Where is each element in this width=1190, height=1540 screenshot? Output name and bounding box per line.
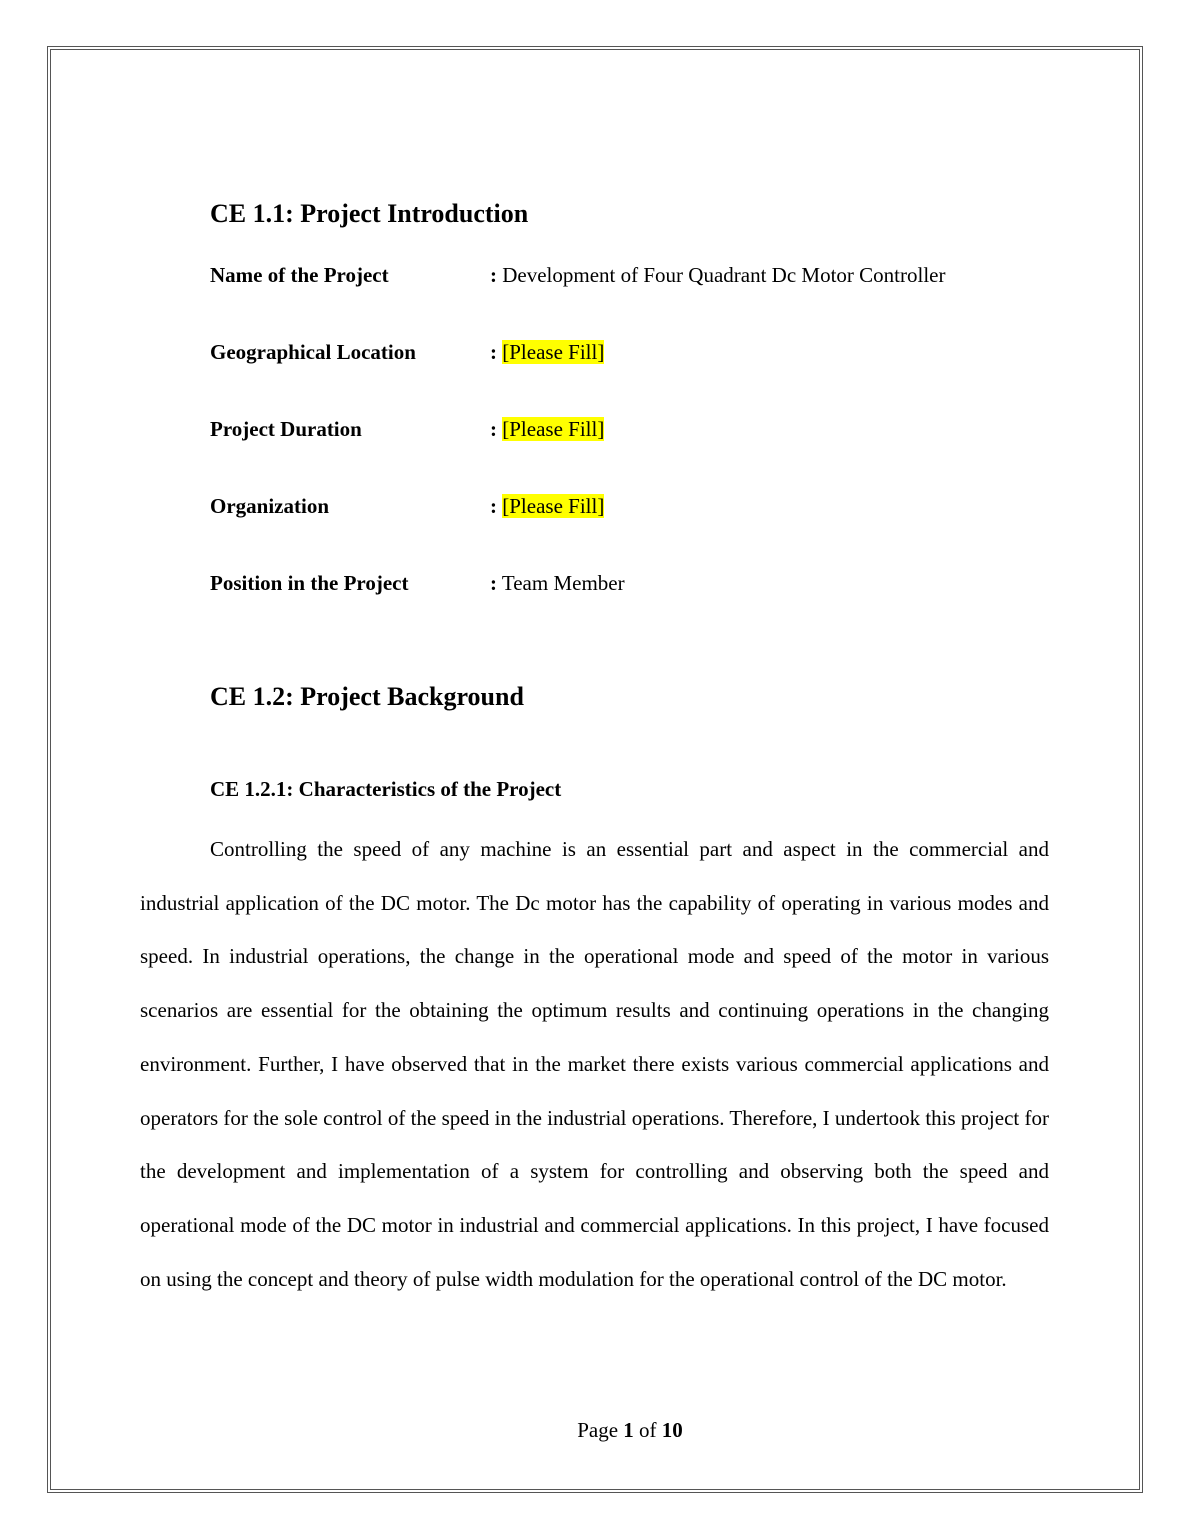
placeholder-highlight: [Please Fill] — [502, 494, 605, 518]
field-value-position — [490, 570, 625, 596]
footer-total-pages: 10 — [661, 1418, 683, 1442]
section-heading-introduction: CE 1.1: Project Introduction — [210, 199, 529, 228]
field-colon: : — [490, 340, 497, 364]
field-colon: : — [490, 571, 497, 595]
field-label-geographical-location: Geographical Location — [210, 340, 416, 364]
field-value-project-duration — [490, 416, 604, 442]
field-colon: : — [490, 417, 497, 441]
footer-middle: of — [639, 1418, 657, 1442]
field-colon: : — [490, 263, 497, 287]
field-value-project-name — [490, 262, 946, 288]
footer-prefix: Page — [577, 1418, 619, 1442]
field-value-geographical-location — [490, 339, 604, 365]
field-label-project-name: Name of the Project — [210, 263, 389, 287]
section-heading-background: CE 1.2: Project Background — [210, 682, 524, 711]
field-value-text: Team Member — [501, 571, 625, 595]
page-footer — [0, 1416, 1190, 1444]
field-label-position: Position in the Project — [210, 571, 409, 595]
placeholder-highlight: [Please Fill] — [502, 417, 605, 441]
placeholder-highlight: [Please Fill] — [502, 340, 605, 364]
subsection-heading-characteristics: CE 1.2.1: Characteristics of the Project — [210, 777, 562, 801]
field-label-project-duration: Project Duration — [210, 417, 362, 441]
field-colon: : — [490, 494, 497, 518]
field-value-text: Development of Four Quadrant Dc Motor Controller — [502, 263, 946, 287]
footer-current-page: 1 — [623, 1418, 634, 1442]
field-value-organization — [490, 493, 604, 519]
body-paragraph: Controlling the speed of any machine is an essential part and aspect in the commercial and industrial application of the DC motor. The Dc motor has the capability of operating in various modes and speed. In industrial operations, the change in the operational mode and speed of the motor in various scenarios are essential for the obtaining the optimum results and continuing operations in the changing environment. Further, I have observed that in the market there exists various commercial applications and operators for the sole control of the speed in the industrial operations. Therefore, I undertook this project for the development and implementation of a system for controlling and observing both the speed and operational mode of the DC motor in industrial and commercial applications. In this project, I have focused on using the concept and theory of pulse width modulation for the operational control of the DC motor. — [140, 837, 1049, 1291]
field-label-organization: Organization — [210, 494, 329, 518]
